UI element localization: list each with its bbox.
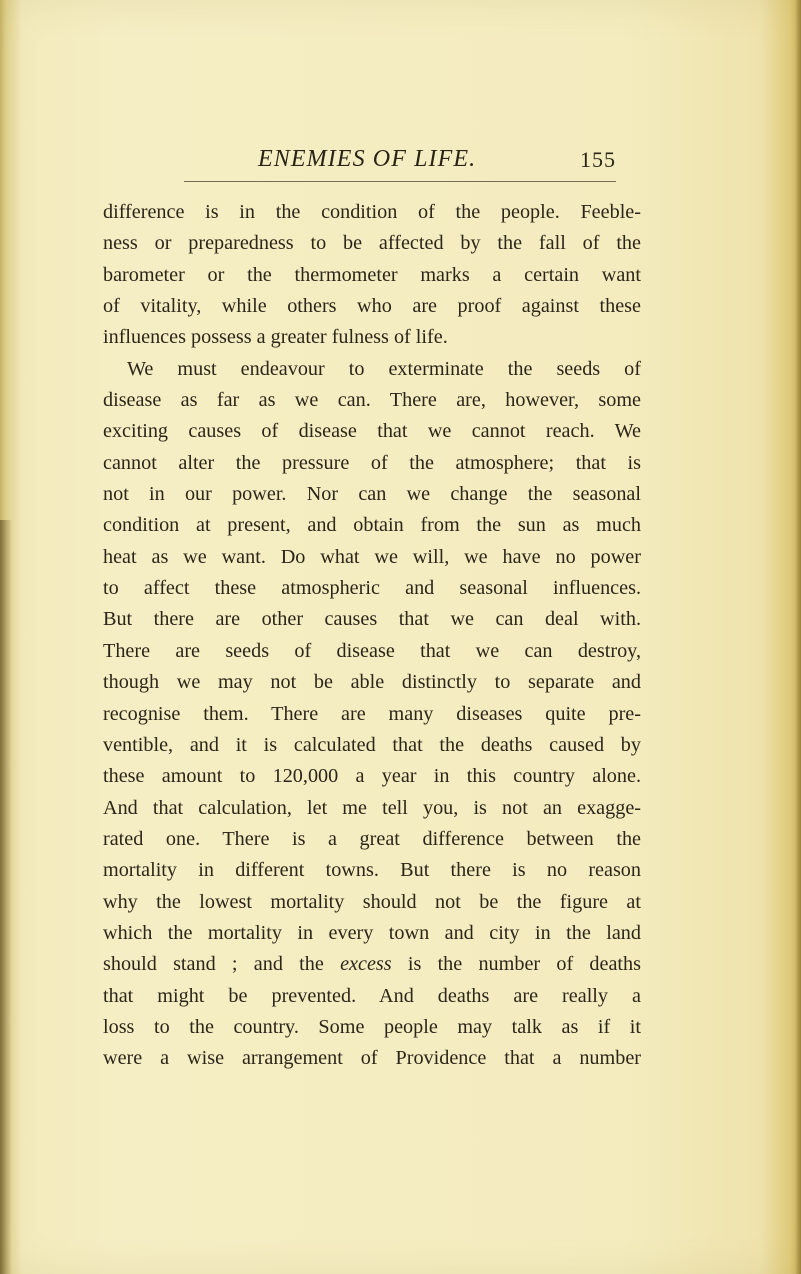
text-line: ness or preparedness to be affected by the fall of the: [103, 232, 641, 255]
text-line: which the mortality in every town and city in the land: [103, 921, 641, 944]
text-line: condition at present, and obtain from the sun as much: [103, 514, 641, 537]
text-line: influences possess a greater fulness of life.: [103, 326, 448, 349]
text-line: why the lowest mortality should not be the figure at: [103, 890, 641, 913]
text-line: rated one. There is a great difference between the: [103, 827, 641, 850]
text-line: cannot alter the pressure of the atmosphere; that is: [103, 451, 641, 474]
text-line: though we may not be able distinctly to separate and: [103, 671, 641, 694]
text-line: difference is in the condition of the people. Feeble-: [103, 201, 641, 223]
text-line: There are seeds of disease that we can destroy,: [103, 639, 641, 662]
text-line: barometer or the thermometer marks a certain want: [103, 263, 641, 286]
page-edge: [795, 0, 801, 1274]
text-line: mortality in different towns. But there is no reason: [103, 859, 641, 882]
header-rule: [184, 181, 616, 182]
text-line: heat as we want. Do what we will, we have no power: [103, 545, 641, 568]
text-line: to affect these atmospheric and seasonal influences.: [103, 577, 641, 600]
text-line: And that calculation, let me tell you, is not an exagge-: [103, 796, 641, 819]
text-line: exciting causes of disease that we cannot reach. We: [103, 420, 641, 443]
text-line: ventible, and it is calculated that the deaths caused by: [103, 733, 641, 756]
text-line-with-emphasis: [103, 949, 641, 980]
text-line: disease as far as we can. There are, however, some: [103, 389, 641, 412]
paragraph-start-line: We must endeavour to exterminate the seeds of: [127, 357, 641, 380]
text-line: loss to the country. Some people may talk as if it: [103, 1015, 641, 1038]
running-head-title: ENEMIES OF LIFE.: [258, 146, 477, 172]
text-segment: should stand ; and the: [103, 953, 341, 976]
running-head: [184, 146, 616, 188]
page-gutter-shadow: [0, 520, 12, 1274]
text-line: not in our power. Nor can we change the seasonal: [103, 483, 641, 506]
italic-emphasis: excess: [340, 953, 392, 976]
page-number: 155: [580, 147, 616, 172]
text-line: of vitality, while others who are proof against these: [103, 295, 641, 318]
text-line: that might be prevented. And deaths are really a: [103, 984, 641, 1007]
body-text: [103, 197, 641, 1075]
text-line: recognise them. There are many diseases quite pre-: [103, 702, 641, 725]
text-segment: is the number of deaths: [391, 953, 641, 976]
text-line: But there are other causes that we can deal with.: [103, 608, 641, 631]
text-line: were a wise arrangement of Providence that a number: [103, 1047, 641, 1070]
text-line: these amount to 120,000 a year in this country alone.: [103, 765, 641, 788]
